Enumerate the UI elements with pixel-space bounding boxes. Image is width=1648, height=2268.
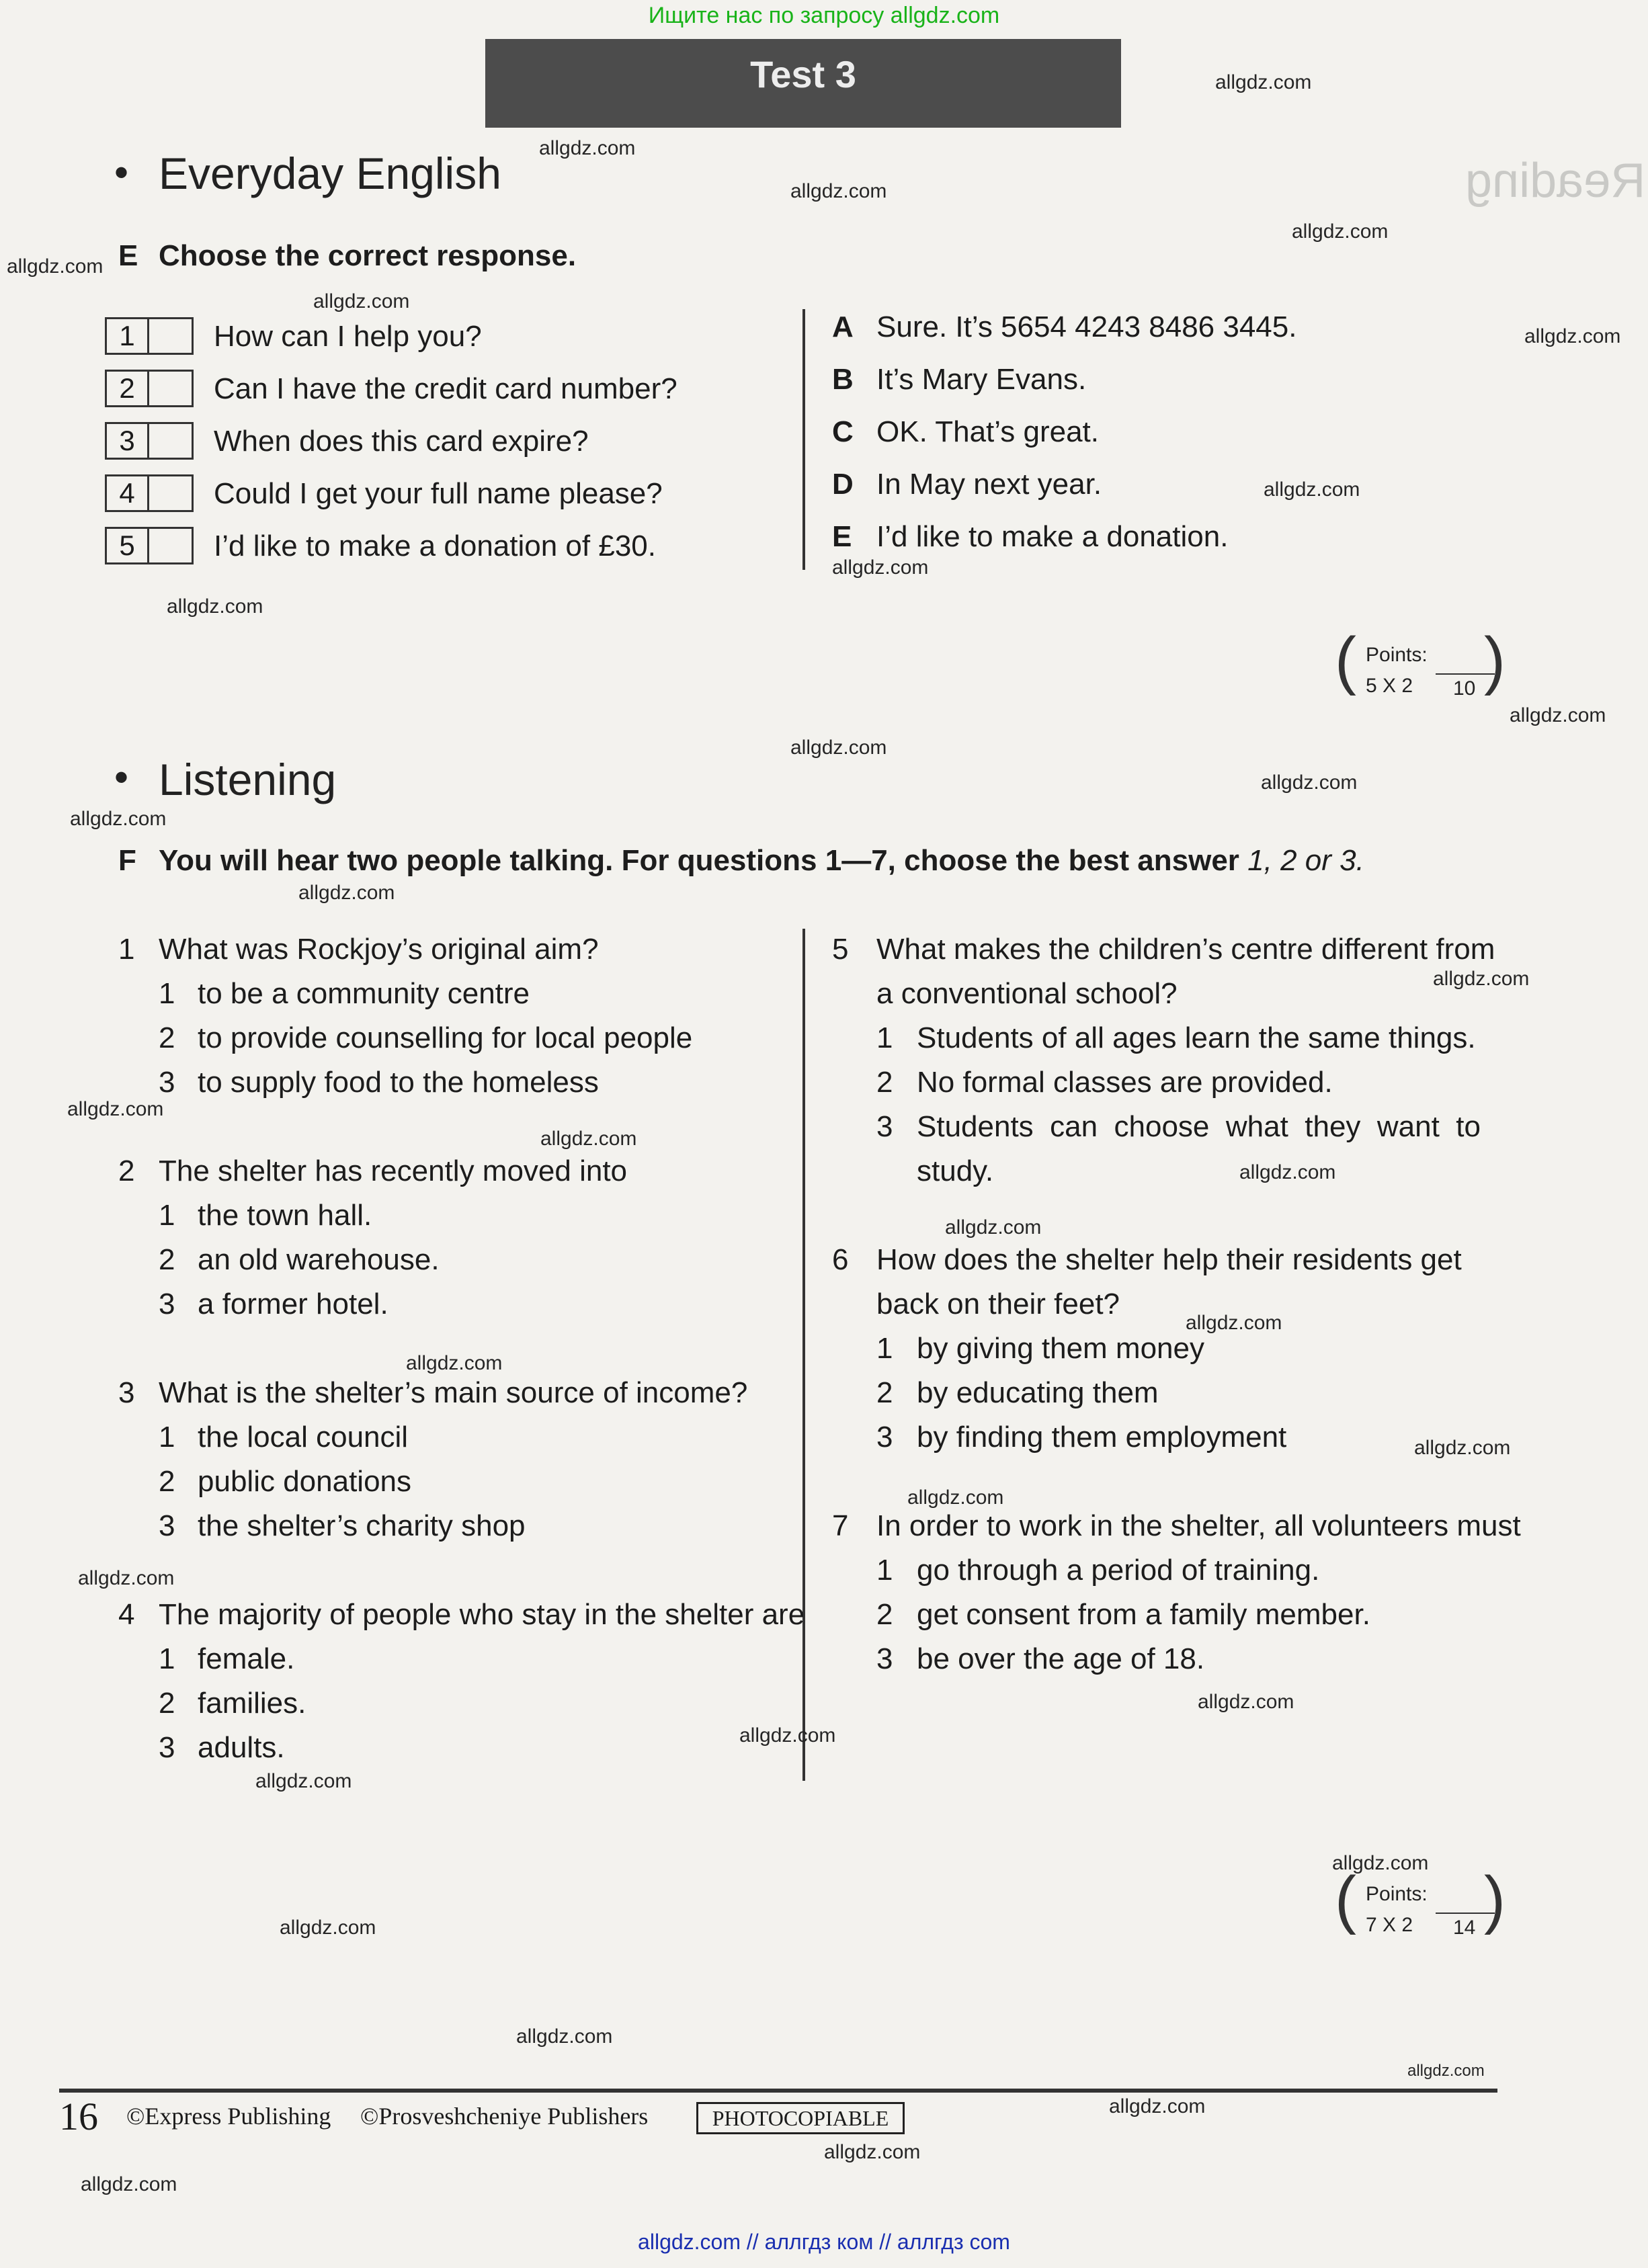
- points-label: Points:: [1366, 644, 1428, 666]
- response-text: OK. That’s great.: [876, 415, 1099, 448]
- option-3[interactable]: 3 be over the age of 18.: [876, 1642, 1205, 1675]
- watermark-label: allgdz.com: [1332, 1852, 1429, 1874]
- question-text: How can I help you?: [214, 320, 482, 353]
- left-paren-icon: (: [1335, 624, 1356, 696]
- watermark-label: allgdz.com: [1414, 1437, 1511, 1459]
- watermark-label: allgdz.com: [167, 595, 263, 618]
- response-label: D: [832, 468, 854, 501]
- option-2[interactable]: 2 an old warehouse.: [159, 1243, 440, 1276]
- response-label: E: [832, 520, 852, 553]
- option-3[interactable]: 3 a former hotel.: [159, 1288, 388, 1320]
- option-2[interactable]: 2 No formal classes are provided.: [876, 1066, 1333, 1099]
- listening-title: Listening: [159, 755, 337, 804]
- question-text: In order to work in the shelter, all volunteers must: [876, 1509, 1521, 1542]
- option-3[interactable]: 3 to supply food to the homeless: [159, 1066, 599, 1099]
- bullet-icon: •: [114, 755, 129, 800]
- watermark-label: allgdz.com: [81, 2173, 177, 2195]
- listening-divider: [802, 929, 805, 1781]
- question-number: 6: [832, 1243, 849, 1276]
- bleed-through-reading-heading: [1465, 153, 1645, 208]
- question-text: What was Rockjoy’s original aim?: [159, 933, 599, 966]
- option-3[interactable]: 3 by finding them employment: [876, 1421, 1287, 1454]
- points-formula: 7 X 2: [1366, 1914, 1413, 1936]
- answer-box[interactable]: [149, 422, 194, 460]
- watermark-label: allgdz.com: [1215, 71, 1312, 93]
- response-item: [832, 468, 1102, 501]
- points-box-everyday: [1335, 624, 1506, 710]
- points-formula: 5 X 2: [1366, 675, 1413, 697]
- question-number: 3: [118, 1376, 135, 1409]
- question-text: When does this card expire?: [214, 425, 589, 458]
- watermark-label: allgdz.com: [1264, 478, 1360, 501]
- option-2[interactable]: 2 families.: [159, 1687, 306, 1720]
- watermark-label: allgdz.com: [1524, 325, 1621, 347]
- option-1[interactable]: 1 the town hall.: [159, 1199, 372, 1232]
- right-paren-icon: ): [1484, 624, 1506, 696]
- watermark-label: allgdz.com: [539, 137, 636, 159]
- watermark-label: allgdz.com: [1433, 968, 1530, 990]
- watermark-label: allgdz.com: [739, 1724, 836, 1747]
- question-number: 5: [832, 933, 849, 966]
- question-number: 2: [118, 1154, 135, 1187]
- page-number: 16: [59, 2095, 98, 2138]
- option-3[interactable]: 3 the shelter’s charity shop: [159, 1509, 526, 1542]
- publisher-express: ©Express Publishing: [126, 2103, 331, 2130]
- watermark-label: allgdz.com: [1407, 2062, 1485, 2080]
- watermark-label: allgdz.com: [1292, 220, 1389, 243]
- option-2[interactable]: 2 public donations: [159, 1465, 412, 1498]
- response-item: [832, 415, 1099, 449]
- option-3[interactable]: 3 adults.: [159, 1731, 285, 1764]
- option-2[interactable]: 2 get consent from a family member.: [876, 1598, 1370, 1631]
- watermark-label: allgdz.com: [540, 1128, 637, 1150]
- option-1[interactable]: 1 Students of all ages learn the same things.: [876, 1021, 1476, 1054]
- listening-instruction-options: 1, 2 or 3.: [1247, 844, 1364, 877]
- top-watermark-link[interactable]: Ищите нас по запросу allgdz.com: [648, 3, 1000, 28]
- watermark-label: allgdz.com: [406, 1352, 503, 1374]
- response-text: It’s Mary Evans.: [876, 363, 1087, 396]
- answer-box[interactable]: [149, 527, 194, 564]
- list-item: [105, 422, 844, 462]
- question-number: 7: [832, 1509, 849, 1542]
- bottom-watermark-links[interactable]: allgdz.com // аллгдз ком // аллгдз com: [638, 2230, 1010, 2254]
- question-text: Could I get your full name please?: [214, 477, 663, 510]
- question-text-line1: What makes the children’s centre different from: [876, 933, 1495, 966]
- question-line: [118, 933, 134, 966]
- option-2[interactable]: 2 by educating them: [876, 1376, 1159, 1409]
- points-total: 10: [1453, 677, 1476, 700]
- option-1[interactable]: 1 the local council: [159, 1421, 409, 1454]
- listening-instruction-text: You will hear two people talking. For questions 1—7, choose the best answer: [159, 844, 1239, 877]
- option-1[interactable]: 1 to be a community centre: [159, 977, 530, 1010]
- watermark-label: allgdz.com: [1510, 704, 1606, 726]
- footer-divider: [59, 2089, 1497, 2093]
- option-2[interactable]: 2 to provide counselling for local people: [159, 1021, 693, 1054]
- answer-box[interactable]: [149, 370, 194, 407]
- question-number-box: 1: [105, 317, 149, 355]
- watermark-label: allgdz.com: [1261, 771, 1358, 794]
- option-3[interactable]: 3 Students can choose what they want to: [876, 1110, 1481, 1143]
- question-text: What is the shelter’s main source of income?: [159, 1376, 748, 1409]
- response-text: I’d like to make a donation.: [876, 520, 1229, 553]
- question-text-line2: back on their feet?: [876, 1288, 1120, 1320]
- watermark-label: allgdz.com: [790, 180, 887, 202]
- watermark-label: allgdz.com: [1186, 1312, 1282, 1334]
- watermark-label: allgdz.com: [313, 290, 410, 312]
- response-label: C: [832, 415, 854, 448]
- response-text: Sure. It’s 5654 4243 8486 3445.: [876, 310, 1297, 343]
- list-item: [105, 317, 844, 358]
- watermark-label: allgdz.com: [790, 737, 887, 759]
- watermark-label: allgdz.com: [67, 1098, 164, 1120]
- watermark-label: allgdz.com: [516, 2025, 613, 2048]
- list-item: [105, 474, 844, 515]
- question-number-box: 2: [105, 370, 149, 407]
- response-text: In May next year.: [876, 468, 1102, 501]
- response-item: [832, 363, 1087, 396]
- everyday-divider: [802, 309, 805, 570]
- watermark-label: allgdz.com: [907, 1486, 1004, 1509]
- watermark-label: allgdz.com: [832, 556, 929, 579]
- list-item: [105, 370, 844, 410]
- right-paren-icon: ): [1484, 1863, 1506, 1935]
- response-item: [832, 520, 1229, 554]
- option-1[interactable]: 1 by giving them money: [876, 1332, 1204, 1365]
- response-label: B: [832, 363, 854, 396]
- points-total: 14: [1453, 1917, 1476, 1939]
- watermark-label: allgdz.com: [70, 808, 167, 830]
- watermark-label: allgdz.com: [280, 1917, 376, 1939]
- watermark-label: allgdz.com: [255, 1770, 352, 1792]
- option-3-continued: study.: [917, 1154, 994, 1187]
- left-paren-icon: (: [1335, 1863, 1356, 1935]
- response-item: [832, 310, 1297, 344]
- photocopiable-badge: PHOTOCOPIABLE: [696, 2102, 905, 2134]
- points-label: Points:: [1366, 1883, 1428, 1905]
- answer-box[interactable]: [149, 317, 194, 355]
- question-number: 1: [118, 933, 135, 966]
- bullet-icon: •: [114, 150, 129, 195]
- question-text: I’d like to make a donation of £30.: [214, 530, 656, 562]
- question-text-line1: How does the shelter help their residents get: [876, 1243, 1462, 1276]
- question-text: The majority of people who stay in the shelter are: [159, 1598, 805, 1631]
- watermark-label: allgdz.com: [7, 255, 104, 278]
- watermark-label: allgdz.com: [298, 882, 395, 904]
- points-box-listening: [1335, 1863, 1506, 1949]
- watermark-label: allgdz.com: [78, 1567, 175, 1589]
- question-text: The shelter has recently moved into: [159, 1154, 628, 1187]
- everyday-english-title: Everyday English: [159, 149, 501, 198]
- test-title: Test 3: [750, 53, 856, 95]
- watermark-label: allgdz.com: [1198, 1691, 1294, 1713]
- question-number-box: 4: [105, 474, 149, 512]
- response-label: A: [832, 310, 854, 343]
- option-1[interactable]: 1 female.: [159, 1642, 295, 1675]
- bleed-reading-title: Reading: [1465, 154, 1646, 208]
- watermark-label: allgdz.com: [945, 1216, 1042, 1238]
- watermark-label: allgdz.com: [1239, 1161, 1336, 1183]
- publisher-prosveshcheniye: ©Prosveshcheniye Publishers: [360, 2103, 649, 2130]
- question-number-box: 3: [105, 422, 149, 460]
- watermark-label: allgdz.com: [824, 2141, 921, 2163]
- answer-box[interactable]: [149, 474, 194, 512]
- everyday-english-instruction-letter: E: [118, 239, 138, 272]
- list-item: [105, 527, 844, 567]
- watermark-label: allgdz.com: [1109, 2095, 1206, 2117]
- question-text: Can I have the credit card number?: [214, 372, 677, 405]
- question-text-line2: a conventional school?: [876, 977, 1178, 1010]
- question-number: 4: [118, 1598, 135, 1631]
- listening-instruction: [159, 844, 1364, 878]
- option-1[interactable]: 1 go through a period of training.: [876, 1554, 1320, 1587]
- listening-instruction-letter: F: [118, 844, 136, 877]
- everyday-english-instruction: Choose the correct response.: [159, 239, 577, 272]
- question-number-box: 5: [105, 527, 149, 564]
